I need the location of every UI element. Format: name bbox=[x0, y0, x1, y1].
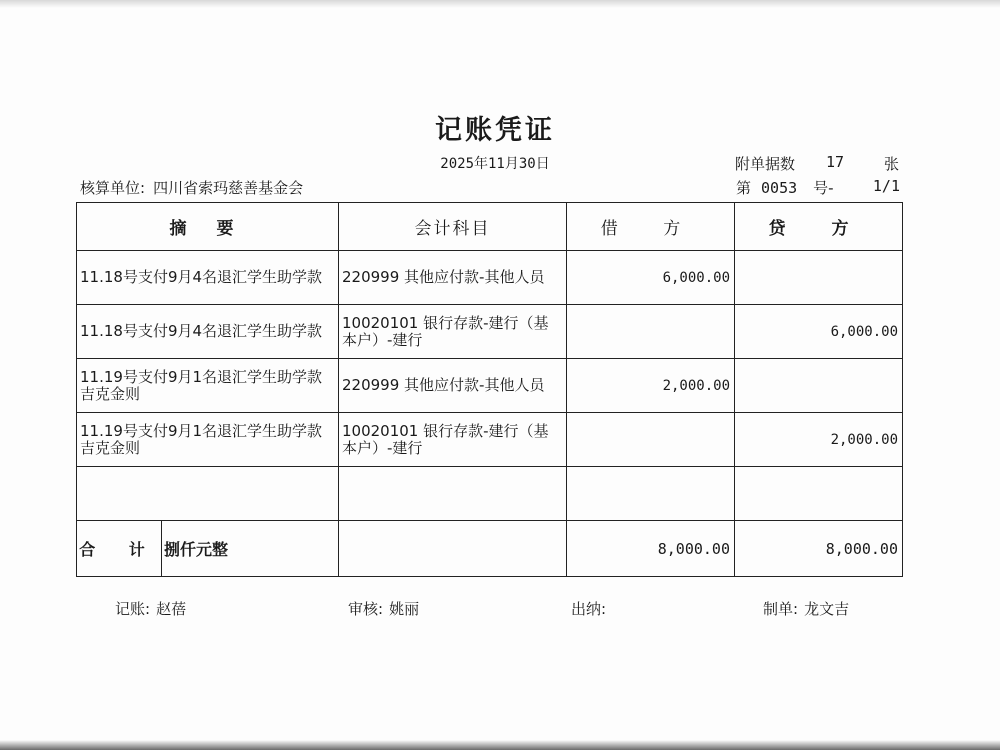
attachments-label: 附单据数 bbox=[735, 155, 796, 173]
row-debit bbox=[567, 305, 735, 359]
reviewer-label: 审核: bbox=[348, 600, 384, 618]
row-debit bbox=[567, 467, 735, 521]
total-cell bbox=[77, 521, 339, 577]
attachments-unit: 张 bbox=[884, 155, 900, 173]
row-debit bbox=[567, 413, 735, 467]
bookkeeper-signature bbox=[115, 598, 186, 619]
bookkeeper-label: 记账: bbox=[115, 600, 151, 618]
voucher-number-prefix: 第 bbox=[736, 179, 752, 197]
total-debit: 8,000.00 bbox=[567, 521, 735, 577]
cashier-signature bbox=[571, 598, 612, 619]
total-amount-words: 捌仟元整 bbox=[164, 540, 229, 559]
accounting-unit-label: 核算单位: bbox=[80, 179, 146, 197]
row-account bbox=[339, 467, 567, 521]
header-debit: 借 方 bbox=[567, 203, 735, 251]
total-label: 合 计 bbox=[77, 521, 162, 576]
reviewer-signature bbox=[348, 598, 419, 619]
bookkeeper-name: 赵蓓 bbox=[156, 600, 187, 618]
voucher-number bbox=[736, 177, 834, 198]
scan-top-edge bbox=[0, 0, 1000, 8]
row-summary: 11.18号支付9月4名退汇学生助学款 bbox=[77, 305, 339, 359]
voucher-date: 2025年11月30日 bbox=[440, 156, 550, 172]
scan-bottom-edge bbox=[0, 740, 1000, 750]
row-debit: 2,000.00 bbox=[567, 359, 735, 413]
row-summary: 11.19号支付9月1名退汇学生助学款吉克金则 bbox=[77, 413, 339, 467]
voucher-title: 记账凭证 bbox=[435, 115, 555, 146]
preparer-label: 制单: bbox=[763, 600, 799, 618]
table-row bbox=[77, 251, 903, 305]
accounting-unit-value: 四川省索玛慈善基金会 bbox=[153, 179, 304, 197]
row-credit bbox=[735, 251, 903, 305]
row-debit: 6,000.00 bbox=[567, 251, 735, 305]
row-account: 10020101 银行存款-建行（基本户）-建行 bbox=[339, 305, 567, 359]
row-account: 220999 其他应付款-其他人员 bbox=[339, 251, 567, 305]
voucher-number-suffix: 号- bbox=[813, 179, 834, 197]
header-credit: 贷 方 bbox=[735, 203, 903, 251]
cashier-label: 出纳: bbox=[571, 600, 607, 618]
row-credit: 6,000.00 bbox=[735, 305, 903, 359]
row-summary bbox=[77, 467, 339, 521]
row-credit bbox=[735, 467, 903, 521]
voucher-table bbox=[76, 202, 903, 577]
total-row bbox=[77, 521, 903, 577]
header-summary: 摘 要 bbox=[77, 203, 339, 251]
total-account-blank bbox=[339, 521, 567, 577]
attachments-count: 17 bbox=[826, 153, 845, 171]
reviewer-name: 姚丽 bbox=[389, 600, 420, 618]
voucher-page: 1/1 bbox=[872, 177, 900, 195]
row-credit bbox=[735, 359, 903, 413]
table-row bbox=[77, 305, 903, 359]
row-account: 10020101 银行存款-建行（基本户）-建行 bbox=[339, 413, 567, 467]
row-summary: 11.18号支付9月4名退汇学生助学款 bbox=[77, 251, 339, 305]
row-account: 220999 其他应付款-其他人员 bbox=[339, 359, 567, 413]
voucher-number-value: 0053 bbox=[761, 179, 798, 197]
table-header-row bbox=[77, 203, 903, 251]
preparer-signature bbox=[763, 598, 849, 619]
row-summary: 11.19号支付9月1名退汇学生助学款吉克金则 bbox=[77, 359, 339, 413]
total-credit: 8,000.00 bbox=[735, 521, 903, 577]
preparer-name: 龙文吉 bbox=[804, 600, 850, 618]
header-account: 会计科目 bbox=[339, 203, 567, 251]
table-row bbox=[77, 413, 903, 467]
table-row bbox=[77, 359, 903, 413]
row-credit: 2,000.00 bbox=[735, 413, 903, 467]
table-row-empty bbox=[77, 467, 903, 521]
accounting-unit bbox=[80, 177, 303, 198]
